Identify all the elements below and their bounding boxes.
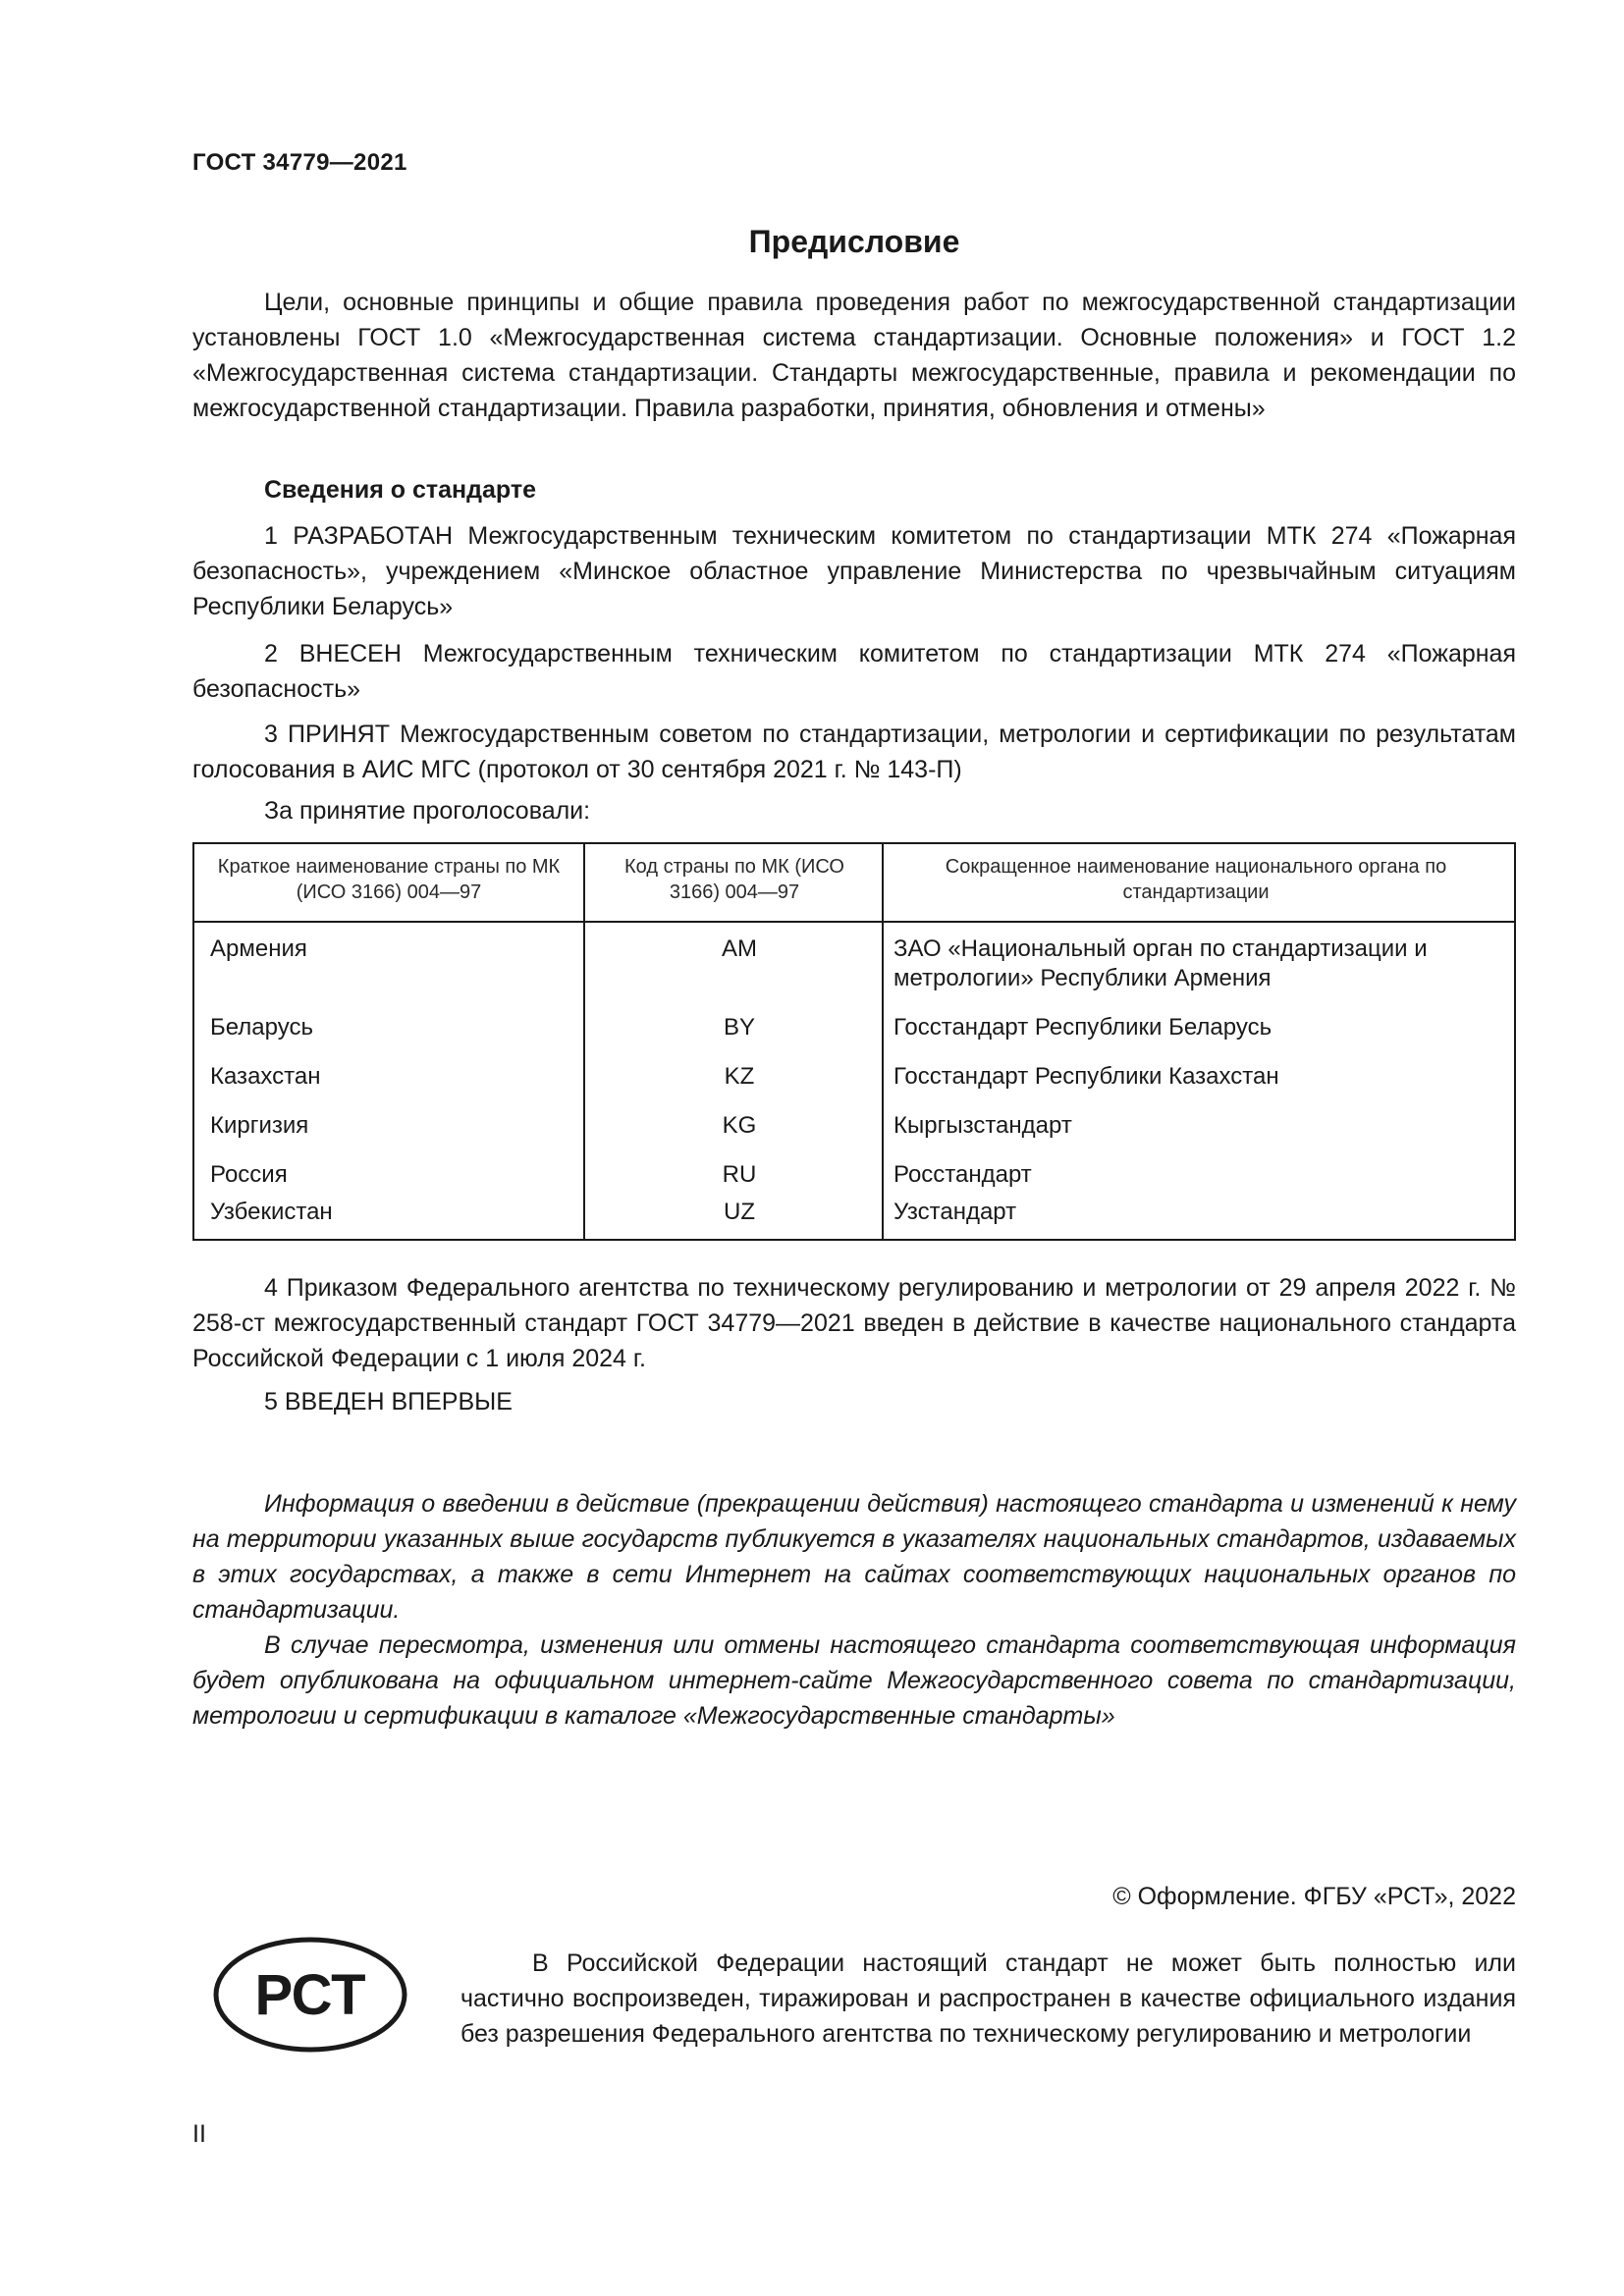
page-title: Предисловие — [748, 224, 960, 259]
row-country: Беларусь — [210, 1014, 313, 1041]
row-code: KG — [722, 1112, 757, 1139]
table-divider — [583, 844, 585, 1239]
row-code: RU — [722, 1161, 757, 1188]
logo-letters: РСТ — [254, 1963, 366, 2027]
info-heading: Сведения о стандарте — [264, 476, 537, 504]
vote-label: За принятие проголосовали: — [264, 797, 591, 825]
item-1-text: 1 РАЗРАБОТАН Межгосударственным техническим комитетом по стандартизации МТК 274 «Пожарная безопасность», учреждением «Минское областное управление Министерства по чрезвычайным ситуациям Республики Беларусь» — [192, 522, 1516, 620]
row-code: AM — [722, 935, 757, 962]
row-country: Киргизия — [210, 1112, 309, 1139]
row-body: Госстандарт Республики Беларусь — [893, 1014, 1272, 1041]
row-country: Казахстан — [210, 1063, 321, 1090]
row-country: Россия — [210, 1161, 288, 1188]
row-country: Узбекистан — [210, 1199, 333, 1225]
voting-table — [192, 842, 1516, 1241]
table-header-body: Сокращенное наименование национального органа по стандартизации — [945, 856, 1447, 903]
reproduction-notice-text: В Российской Федерации настоящий стандарт не может быть полностью или частично воспроизведен, тиражирован и распространен в качестве официального издания без разрешения Федерального агентства по техническому регулированию и метрологии — [460, 1949, 1516, 2048]
row-body: ЗАО «Национальный орган по стандартизации и метрологии» Республики Армения — [893, 935, 1428, 991]
table-header-code: Код страны по МК (ИСО 3166) 004—97 — [624, 856, 844, 903]
italic-note-2: В случае пересмотра, изменения или отмены настоящего стандарта соответствующая информация будет опубликована на официальном интернет-сайте Межгосударственного совета по стандартизации, метрологии и сертификации в каталоге «Межгосударственные стандарты» — [192, 1631, 1516, 1730]
row-code: UZ — [724, 1199, 755, 1225]
table-header-divider — [194, 921, 1514, 923]
row-code: BY — [723, 1014, 755, 1041]
row-country: Армения — [210, 935, 307, 962]
item-2-text: 2 ВНЕСЕН Межгосударственным техническим комитетом по стандартизации МТК 274 «Пожарная безопасность» — [192, 640, 1516, 703]
page-number: II — [192, 2120, 206, 2148]
reproduction-notice — [460, 1946, 1516, 2052]
intro-text: Цели, основные принципы и общие правила проведения работ по межгосударственной стандартизации установлены ГОСТ 1.0 «Межгосударственная система стандартизации. Основные положения» и ГОСТ 1.2 «Межгосударственная система стандартизации. Стандарты межгосударственные, правила и рекомендации по межгосударственной стандартизации. Правила разработки, принятия, обновления и отмены» — [192, 289, 1516, 422]
row-body: Росстандарт — [893, 1161, 1032, 1188]
item-5: 5 ВВЕДЕН ВПЕРВЫЕ — [264, 1388, 513, 1415]
table-header-country: Краткое наименование страны по МК (ИСО 3166) 004—97 — [217, 856, 561, 903]
item-4-text: 4 Приказом Федерального агентства по техническому регулированию и метрологии от 29 апреля 2022 г. № 258-ст межгосударственный стандарт ГОСТ 34779—2021 введен в действие в качестве национального стандарта Российской Федерации с 1 июля 2024 г. — [192, 1274, 1516, 1372]
italic-note-1: Информация о введении в действие (прекращении действия) настоящего стандарта и изменений к нему на территории указанных выше государств публикуется в указателях национальных стандартов, издаваемых в этих государствах, а также в сети Интернет на сайтах соответствующих национальных органов по стандартизации. — [192, 1490, 1516, 1624]
item-3-text: 3 ПРИНЯТ Межгосударственным советом по стандартизации, метрологии и сертификации по результатам голосования в АИС МГС (протокол от 30 сентября 2021 г. № 143-П) — [192, 721, 1516, 783]
row-body: Узстандарт — [893, 1199, 1017, 1225]
item-1 — [192, 518, 1516, 624]
rst-logo-icon — [212, 1936, 408, 2054]
implementation-info-note — [192, 1486, 1516, 1734]
item-2 — [192, 636, 1516, 707]
row-body: Кыргызстандарт — [893, 1112, 1072, 1139]
row-body: Госстандарт Республики Казахстан — [893, 1063, 1279, 1090]
item-4 — [192, 1270, 1516, 1376]
row-code: KZ — [724, 1063, 755, 1090]
copyright-line: © Оформление. ФГБУ «РСТ», 2022 — [1112, 1883, 1516, 1910]
document-code: ГОСТ 34779—2021 — [192, 149, 407, 176]
intro-paragraph — [192, 285, 1516, 426]
item-3 — [192, 717, 1516, 787]
